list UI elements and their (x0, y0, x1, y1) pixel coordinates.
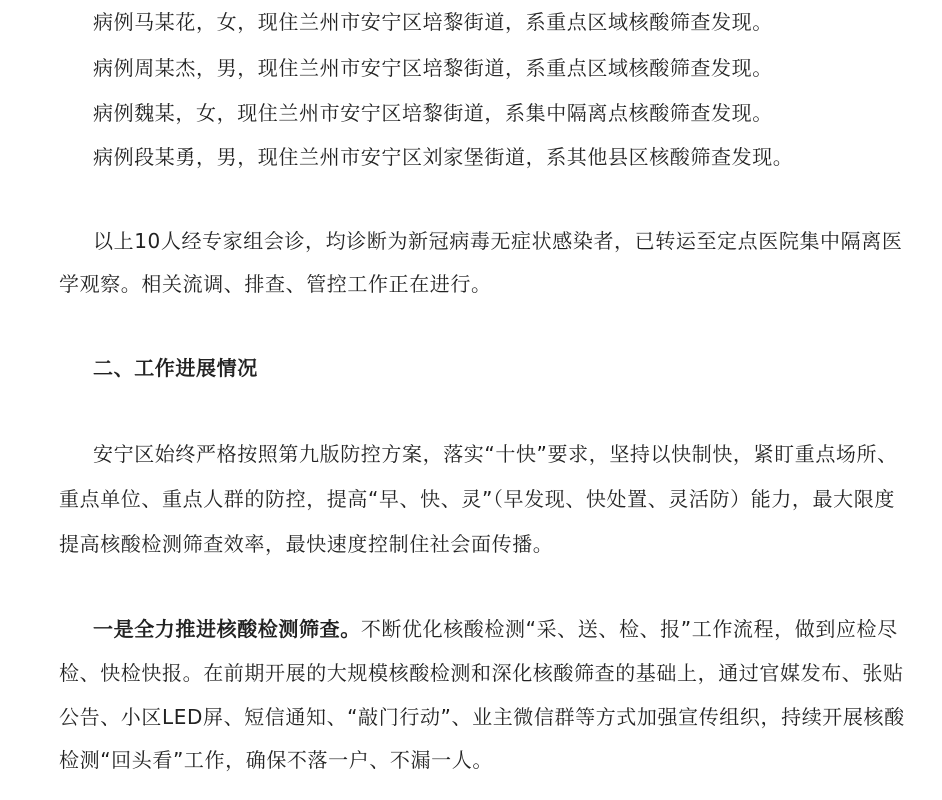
point-one-line: 检、快检快报。在前期开展的大规模核酸检测和深化核酸筛查的基础上，通过官媒发布、张贴 (59, 661, 904, 685)
case-line: 病例周某杰，男，现住兰州市安宁区培黎街道，系重点区域核酸筛查发现。 (93, 56, 773, 80)
case-line: 病例魏某，女，现住兰州市安宁区培黎街道，系集中隔离点核酸筛查发现。 (93, 101, 773, 125)
point-one-first-line (93, 615, 898, 643)
point-one-lead: 一是全力推进核酸检测筛查。 (93, 617, 361, 641)
progress-line: 提高核酸检测筛查效率，最快速度控制住社会面传播。 (59, 532, 554, 556)
case-line: 病例段某勇，男，现住兰州市安宁区刘家堡街道，系其他县区核酸筛查发现。 (93, 145, 794, 169)
summary-line: 学观察。相关流调、排查、管控工作正在进行。 (59, 272, 492, 296)
case-line: 病例马某花，女，现住兰州市安宁区培黎街道，系重点区域核酸筛查发现。 (93, 10, 773, 34)
progress-line: 安宁区始终严格按照第九版防控方案，落实“十快”要求，坚持以快制快，紧盯重点场所、 (93, 442, 898, 466)
progress-line: 重点单位、重点人群的防控，提高“早、快、灵”（早发现、快处置、灵活防）能力，最大限度 (59, 487, 895, 511)
point-one-line: 公告、小区LED屏、短信通知、“敲门行动”、业主微信群等方式加强宣传组织，持续开展核酸 (59, 705, 905, 729)
section-heading: 二、工作进展情况 (93, 356, 258, 380)
point-one-line: 检测“回头看”工作，确保不落一户、不漏一人。 (59, 748, 493, 772)
summary-line: 以上10人经专家组会诊，均诊断为新冠病毒无症状感染者，已转运至定点医院集中隔离医 (93, 229, 903, 253)
point-one-text: 不断优化核酸检测“采、送、检、报”工作流程，做到应检尽 (360, 617, 898, 641)
